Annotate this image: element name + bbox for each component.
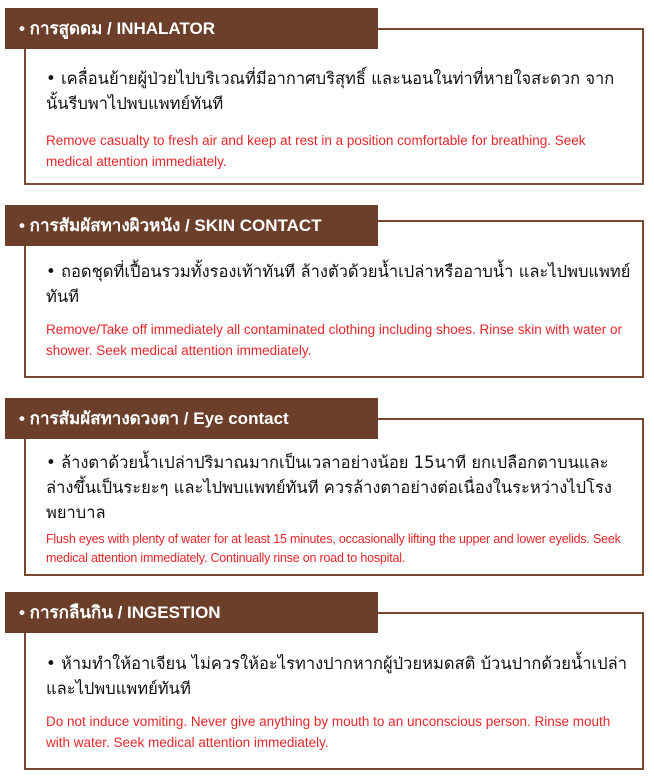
english-instruction: Remove casualty to fresh air and keep at rest in a position comfortable for breathing. Seek medical attention immediately. [46,133,586,169]
section-title: • การสูดดม / INHALATOR [5,8,378,49]
section-box [24,612,644,770]
section-title: • การสัมผัสทางดวงตา / Eye contact [5,398,378,439]
thai-instruction: • ถอดชุดที่เปื้อนรวมทั้งรองเท้าทันที ล้างตัวด้วยน้ำเปล่าหรืออาบน้ำ และไปพบแพทย์ทันที [46,262,631,306]
section-title: • การกลืนกิน / INGESTION [5,592,378,633]
section-box [24,418,644,576]
section-box [24,28,644,185]
thai-instruction: • ห้ามทำให้อาเจียน ไม่ควรให้อะไรทางปากหากผู้ป่วยหมดสติ บ้วนปากด้วยน้ำเปล่า และไปพบแพทย์ทันที [46,654,628,698]
english-instruction: Remove/Take off immediately all contaminated clothing including shoes. Rinse skin with water or shower. Seek medical attention immediately. [46,322,623,358]
section-title: • การสัมผัสทางผิวหนัง / SKIN CONTACT [5,205,378,246]
thai-instruction: • เคลื่อนย้ายผู้ป่วยไปบริเวณที่มีอากาศบริสุทธิ์ และนอนในท่าที่หายใจสะดวก จากนั้นรีบพาไปพบแพทย์ทันที [46,69,615,113]
english-instruction: Flush eyes with plenty of water for at least 15 minutes, occasionally lifting the upper and lower eyelids. Seek medical attention immediately. Continually rinse on road to hospital. [46,532,621,565]
thai-instruction: • ล้างตาด้วยน้ำเปล่าปริมาณมากเป็นเวลาอย่างน้อย 15นาที ยกเปลือกตาบนและล่างขึ้นเป็นระยะๆ และไปพบแพทย์ทันที ควรล้างตาอย่างต่อเนื่องในระหว่างไปโรงพยาบาล [46,453,612,522]
english-instruction: Do not induce vomiting. Never give anything by mouth to an unconscious person. Rinse mouth with water. Seek medical attention immediately. [46,714,611,750]
